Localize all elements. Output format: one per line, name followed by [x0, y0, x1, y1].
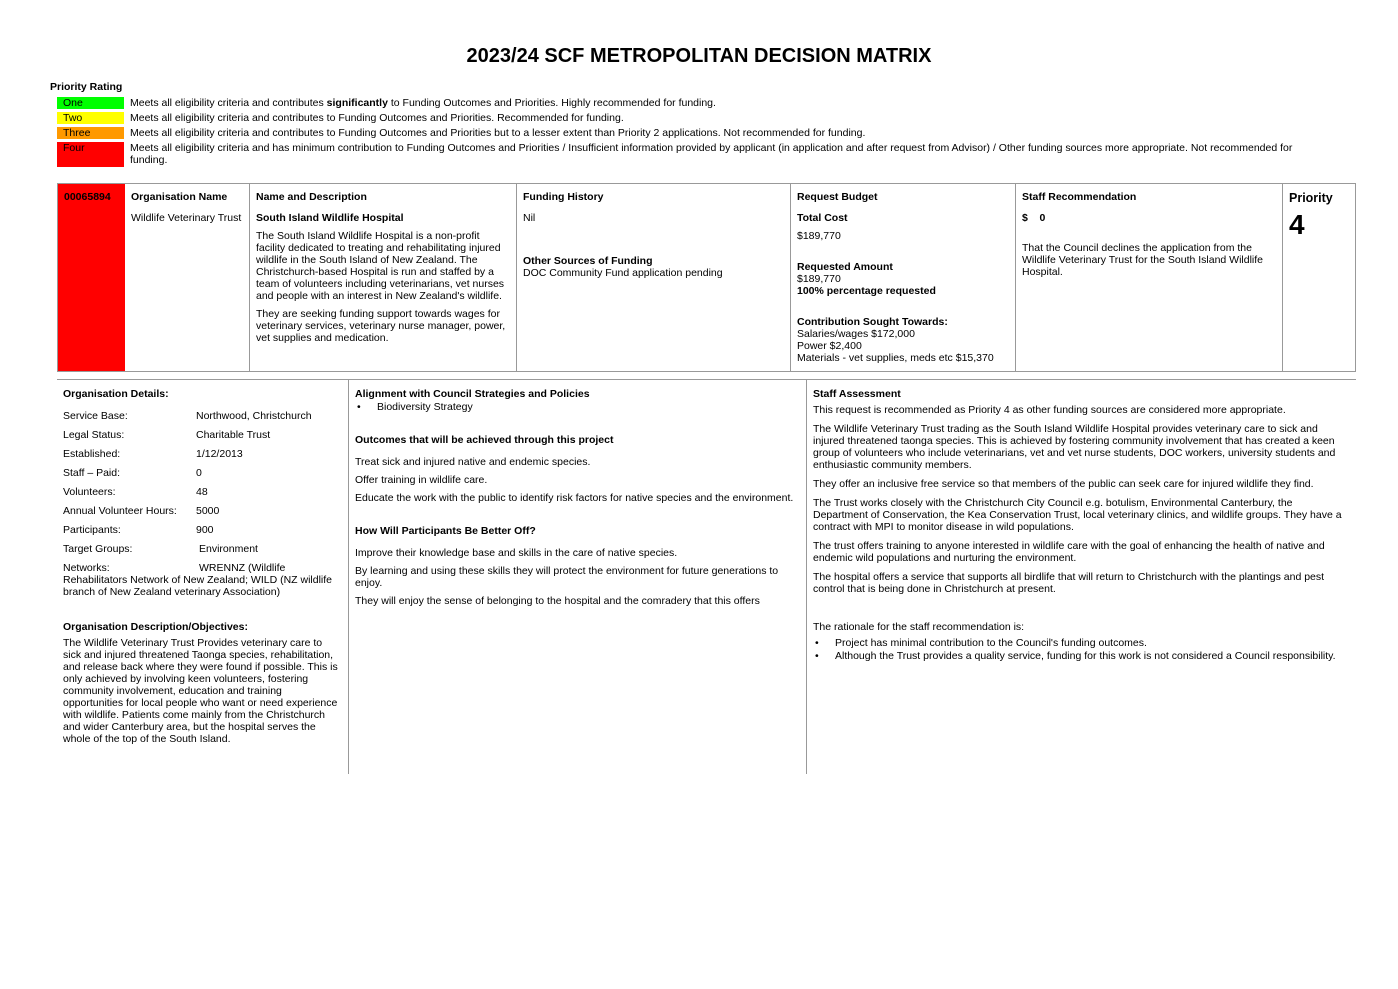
- alignment-column: [349, 380, 807, 774]
- priority-cell: [1283, 184, 1355, 371]
- better-off-item: By learning and using these skills they will protect the environment for future generations to enjoy.: [355, 565, 779, 589]
- details-section: [57, 379, 1356, 774]
- staff-assessment-heading: Staff Assessment: [813, 388, 901, 400]
- project-name: South Island Wildlife Hospital: [256, 212, 404, 224]
- priority-desc-two: Meets all eligibility criteria and contributes to Funding Outcomes and Priorities. Recommended for funding.: [130, 112, 624, 124]
- priority-header: Priority: [1289, 191, 1333, 205]
- better-off-item: Improve their knowledge base and skills in the care of native species.: [355, 547, 678, 559]
- outcome-item: Offer training in wildlife care.: [355, 474, 488, 486]
- percentage-requested: 100% percentage requested: [797, 285, 936, 297]
- requested-amount-value: $189,770: [797, 273, 841, 285]
- project-description: The South Island Wildlife Hospital is a non-profit facility dedicated to treating and rehabilitating injured wildlife in the South Island of New Zealand. The Christchurch-based Hospital is run and staffed by a team of volunteers including veterinarians, vet nurses and people with an interest in New Zealand's wildlife.: [256, 230, 505, 302]
- priority-rating-legend: [57, 97, 1307, 170]
- project-funding-purpose: They are seeking funding support towards wages for veterinary services, veterinary nurse manager, power, vet supplies and medication.: [256, 308, 506, 344]
- name-description-header: Name and Description: [256, 191, 367, 203]
- contribution-salaries: Salaries/wages $172,000: [797, 328, 915, 340]
- detail-service-base: Service Base: Northwood, Christchurch: [63, 410, 312, 422]
- assessment-paragraph: This request is recommended as Priority 4 as other funding sources are considered more appropriate.: [813, 404, 1286, 416]
- priority-desc-one: Meets all eligibility criteria and contributes significantly to Funding Outcomes and Priorities. Highly recommended for funding.: [130, 97, 716, 109]
- staff-recommendation-amount: $ 0: [1022, 212, 1046, 224]
- priority-swatch-one: One: [57, 97, 124, 109]
- priority-swatch-four: Four: [57, 142, 124, 167]
- outcome-item: Educate the work with the public to identify risk factors for native species and the environment.: [355, 492, 794, 504]
- outcomes-heading: Outcomes that will be achieved through this project: [355, 434, 614, 446]
- other-sources-header: Other Sources of Funding: [523, 255, 653, 267]
- funding-history-value: Nil: [523, 212, 536, 224]
- total-cost-value: $189,770: [797, 230, 841, 242]
- funding-history-cell: [517, 184, 791, 371]
- alignment-heading: Alignment with Council Strategies and Policies: [355, 388, 590, 400]
- request-budget-header: Request Budget: [797, 191, 878, 203]
- priority-desc-three: Meets all eligibility criteria and contributes to Funding Outcomes and Priorities but to a lesser extent than Priority 2 applications. Not recommended for funding.: [130, 127, 866, 139]
- funding-history-header: Funding History: [523, 191, 604, 203]
- org-name: Wildlife Veterinary Trust: [131, 212, 242, 224]
- priority-rating-heading: Priority Rating: [50, 81, 123, 93]
- staff-recommendation-cell: [1016, 184, 1283, 371]
- priority-swatch-three: Three: [57, 127, 124, 139]
- org-description-heading: Organisation Description/Objectives:: [63, 621, 248, 633]
- detail-volunteers: Volunteers: 48: [63, 486, 208, 498]
- page-title: 2023/24 SCF METROPOLITAN DECISION MATRIX: [466, 45, 932, 67]
- rationale-item: • Although the Trust provides a quality service, funding for this work is not considered a Council responsibility.: [815, 650, 1336, 662]
- detail-volunteer-hours: Annual Volunteer Hours: 5000: [63, 505, 220, 517]
- detail-legal-status: Legal Status: Charitable Trust: [63, 429, 271, 441]
- priority-swatch-two: Two: [57, 112, 124, 124]
- priority-value: 4: [1289, 209, 1305, 240]
- better-off-heading: How Will Participants Be Better Off?: [355, 525, 536, 537]
- other-sources-value: DOC Community Fund application pending: [523, 267, 723, 279]
- assessment-paragraph: The trust offers training to anyone interested in wildlife care with the goal of enhancing the health of native and endemic wild populations and nurturing the environment.: [813, 540, 1325, 564]
- contribution-power: Power $2,400: [797, 340, 862, 352]
- detail-established: Established: 1/12/2013: [63, 448, 243, 460]
- name-description-cell: [250, 184, 517, 371]
- total-cost-label: Total Cost: [797, 212, 848, 224]
- contribution-materials: Materials - vet supplies, meds etc $15,370: [797, 352, 994, 364]
- detail-networks: Networks: WRENNZ (Wildlife Rehabilitators Network of New Zealand; WILD (NZ wildlife branch of New Zealand veterinary Association): [63, 562, 333, 598]
- rationale-intro: The rationale for the staff recommendation is:: [813, 621, 1025, 633]
- rationale-item: • Project has minimal contribution to the Council's funding outcomes.: [815, 637, 1147, 649]
- staff-assessment-column: [807, 380, 1356, 774]
- staff-recommendation-text: That the Council declines the application from the Wildlife Veterinary Trust for the South Island Wildlife Hospital.: [1022, 242, 1264, 278]
- org-details-column: [57, 380, 349, 774]
- priority-desc-four: Meets all eligibility criteria and has minimum contribution to Funding Outcomes and Priorities / Insufficient information provided by applicant (in application and after request from Advisor) / Other funding sources more appropriate. Not recommended for funding.: [130, 142, 1293, 166]
- detail-participants: Participants: 900: [63, 524, 214, 536]
- assessment-paragraph: The Wildlife Veterinary Trust trading as the South Island Wildlife Hospital provides veterinary care to sick and injured threatened taonga species. This is achieved by fostering community involvement that has created a keen group of volunteers who include veterinarians, vet and vet nurse students, DOC workers, university students and enthusiastic community members.: [813, 423, 1336, 471]
- detail-staff-paid: Staff – Paid: 0: [63, 467, 202, 479]
- contribution-label: Contribution Sought Towards:: [797, 316, 948, 328]
- priority-row-one: [57, 97, 1307, 109]
- detail-target-groups: Target Groups: Environment: [63, 543, 258, 555]
- better-off-item: They will enjoy the sense of belonging to the hospital and the comradery that this offers: [355, 595, 760, 607]
- request-budget-cell: [791, 184, 1016, 371]
- org-details-heading: Organisation Details:: [63, 388, 169, 400]
- priority-row-four: [57, 142, 1307, 167]
- assessment-paragraph: The Trust works closely with the Christchurch City Council e.g. botulism, Environmental Canterbury, the Department of Conservation, the Kea Conservation Trust, local veterinary clinics, and wildlife groups. They have a contract with MPI to monitor disease in wild populations.: [813, 497, 1342, 533]
- org-name-cell: [125, 184, 250, 371]
- priority-row-two: [57, 112, 1307, 124]
- outcome-item: Treat sick and injured native and endemic species.: [355, 456, 591, 468]
- strategy-item: • Biodiversity Strategy: [357, 401, 473, 413]
- requested-amount-label: Requested Amount: [797, 261, 893, 273]
- application-summary-table: [57, 183, 1356, 372]
- org-name-header: Organisation Name: [131, 191, 228, 203]
- assessment-paragraph: They offer an inclusive free service so that members of the public can seek care for injured wildlife they find.: [813, 478, 1314, 490]
- org-description: The Wildlife Veterinary Trust Provides veterinary care to sick and injured threatened Taonga species, rehabilitation, and release back where they were found if possible. This is only achieved by involving keen volunteers, fostering community involvement, education and training opportunities for local people who want or need experience with wildlife. Patients come mainly from the Christchurch and wider Canterbury area, but the hospital serves the whole of the top of the South Island.: [63, 637, 338, 745]
- application-id: 00065894: [58, 184, 125, 371]
- assessment-paragraph: The hospital offers a service that supports all birdlife that will return to Christchurch with the plantings and pest control that is being done in Christchurch at present.: [813, 571, 1325, 595]
- staff-recommendation-header: Staff Recommendation: [1022, 191, 1137, 203]
- priority-row-three: [57, 127, 1307, 139]
